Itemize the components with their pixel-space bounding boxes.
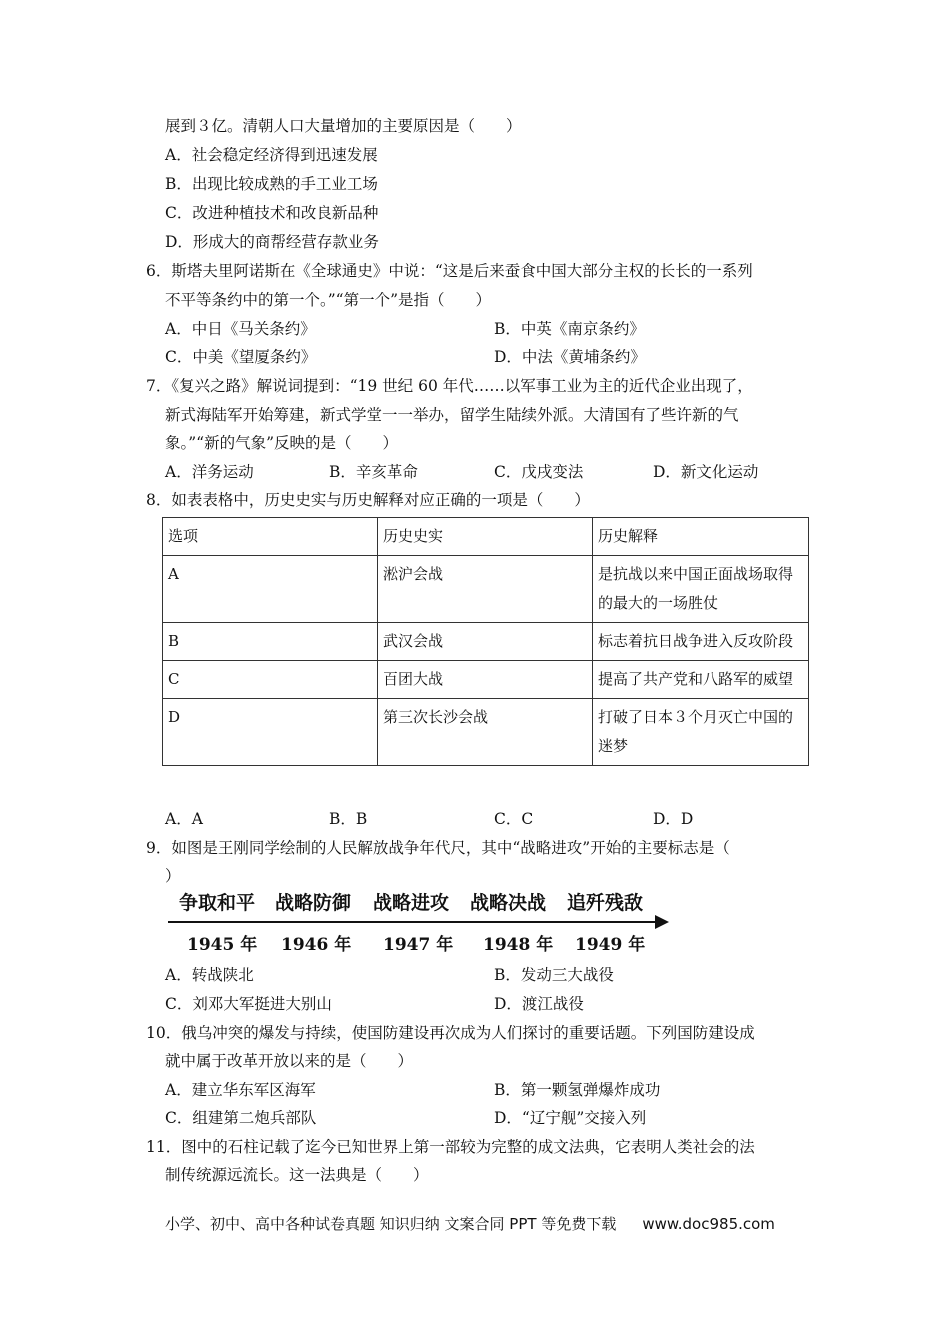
q9-stem-line1: 9．如图是王刚同学绘制的人民解放战争年代尺，其中“战略进攻”开始的主要标志是（ [146,839,730,857]
table-row [163,556,809,623]
row-interpretation: 标志着抗日战争进入反攻阶段 [593,623,809,661]
q5-option-d: D．形成大的商帮经营存款业务 [165,233,379,251]
page-footer [165,1213,775,1234]
header-interpretation: 历史解释 [593,518,809,556]
timeline-axis [168,921,660,923]
timeline-year: 1947 年 [383,935,454,955]
table-row [163,623,809,661]
q5-option-b: B．出现比较成熟的手工业工场 [165,175,378,193]
q9-stem-line2: ） [165,867,181,885]
q10-option-b: B．第一颗氢弹爆炸成功 [494,1081,661,1099]
row-fact: 百团大战 [378,661,593,699]
q5-stem-tail: 展到３亿。清朝人口大量增加的主要原因是（ ） [165,117,522,135]
q8-option-d: D．D [653,810,694,828]
row-fact: 淞沪会战 [378,556,593,623]
timeline-year: 1948 年 [483,935,554,955]
q7-stem-line1: 7．《复兴之路》解说词提到：“19 世纪 60 年代……以军事工业为主的近代企业出现了， [146,377,753,395]
q9-option-c: C．刘邓大军挺进大别山 [165,995,332,1013]
table-header-row [163,518,809,556]
row-interpretation: 打破了日本３个月灭亡中国的迷梦 [593,699,809,766]
header-option: 选项 [163,518,378,556]
timeline-year: 1949 年 [575,935,646,955]
q7-option-a: A．洋务运动 [165,463,254,481]
q8-stem: 8．如表表格中，历史史实与历史解释对应正确的一项是（ ） [146,491,590,509]
footer-text: 小学、初中、高中各种试卷真题 知识归纳 文案合同 PPT 等免费下载 [165,1215,617,1233]
row-fact: 第三次长沙会战 [378,699,593,766]
row-option: D [163,699,378,766]
q9-option-b: B．发动三大战役 [494,966,614,984]
q5-option-c: C．改进种植技术和改良新品种 [165,204,379,222]
history-table [162,517,809,766]
q10-option-d: D．“辽宁舰”交接入列 [494,1109,647,1127]
timeline-stage: 追歼残敌 [567,892,644,914]
q10-stem-line1: 10．俄乌冲突的爆发与持续，使国防建设再次成为人们探讨的重要话题。下列国防建设成 [146,1024,755,1042]
timeline-stage: 战略决战 [470,892,547,914]
table-row [163,699,809,766]
timeline-stage: 战略防御 [275,892,352,914]
row-option: B [163,623,378,661]
q6-option-d: D．中法《黄埔条约》 [494,348,646,366]
q6-option-c: C．中美《望厦条约》 [165,348,317,366]
q10-stem-line2: 就中属于改革开放以来的是（ ） [165,1052,414,1070]
q8-option-a: A．A [165,810,203,828]
timeline-stage: 战略进攻 [373,892,450,914]
arrow-right-icon [655,915,669,929]
q5-option-a: A．社会稳定经济得到迅速发展 [165,146,378,164]
row-interpretation: 提高了共产党和八路军的威望 [593,661,809,699]
q8-option-c: C．C [494,810,534,828]
war-timeline [165,888,685,958]
q10-option-a: A．建立华东军区海军 [165,1081,316,1099]
q8-option-b: B．B [329,810,368,828]
q7-option-c: C．戊戌变法 [494,463,584,481]
q11-stem-line1: 11．图中的石柱记载了迄今已知世界上第一部较为完整的成文法典，它表明人类社会的法 [146,1138,755,1156]
q6-stem-line2: 不平等条约中的第一个。”“第一个”是指（ ） [165,291,492,309]
table-row [163,661,809,699]
q6-option-a: A．中日《马关条约》 [165,320,316,338]
q10-option-c: C．组建第二炮兵部队 [165,1109,317,1127]
row-interpretation: 是抗战以来中国正面战场取得的最大的一场胜仗 [593,556,809,623]
q7-option-b: B．辛亥革命 [329,463,418,481]
row-fact: 武汉会战 [378,623,593,661]
timeline-stage: 争取和平 [179,892,256,914]
q6-stem-line1: 6．斯塔夫里阿诺斯在《全球通史》中说：“这是后来蚕食中国大部分主权的长长的一系列 [146,262,753,280]
q6-option-b: B．中英《南京条约》 [494,320,645,338]
q9-option-d: D．渡江战役 [494,995,584,1013]
q7-option-d: D．新文化运动 [653,463,759,481]
q9-option-a: A．转战陕北 [165,966,254,984]
q11-stem-line2: 制传统源远流长。这一法典是（ ） [165,1166,429,1184]
footer-site-link[interactable]: www.doc985.com [642,1215,775,1233]
q7-stem-line3: 象。”“新的气象”反映的是（ ） [165,434,399,452]
q7-stem-line2: 新式海陆军开始筹建，新式学堂一一举办，留学生陆续外派。大清国有了些许新的气 [165,406,739,424]
row-option: C [163,661,378,699]
timeline-year: 1945 年 [187,935,258,955]
timeline-year: 1946 年 [281,935,352,955]
row-option: A [163,556,378,623]
header-fact: 历史史实 [378,518,593,556]
